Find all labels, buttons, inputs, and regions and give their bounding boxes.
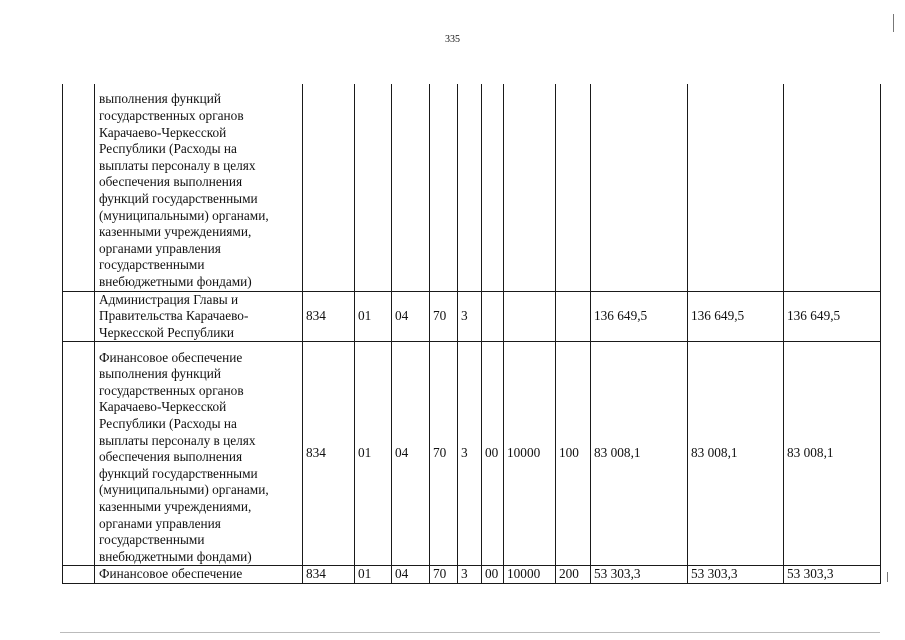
- amount-year-3-cell: 83 008,1: [784, 342, 881, 566]
- description-line: (муниципальными) органами,: [99, 207, 269, 223]
- description-line: обеспечения выполнения: [99, 449, 243, 465]
- amount-year-1-cell: 136 649,5: [591, 291, 688, 342]
- description-line: обеспечения выполнения: [99, 174, 243, 190]
- table-row: [63, 566, 881, 584]
- description-line: государственными: [99, 257, 205, 273]
- amount-year-1-cell: 53 303,3: [591, 566, 688, 584]
- description-line: выполнения функций: [99, 366, 221, 382]
- section-code-cell: 01: [355, 566, 392, 584]
- subsection-code-cell: [392, 84, 430, 291]
- amount-year-3-cell: [784, 84, 881, 291]
- description-line: государственных органов: [99, 107, 244, 123]
- amount-year-1-cell: [591, 84, 688, 291]
- amount-year-2-cell: 136 649,5: [688, 291, 784, 342]
- amount-year-1-cell: 83 008,1: [591, 342, 688, 566]
- description-line: органами управления: [99, 240, 221, 256]
- amount-year-2-cell: [688, 84, 784, 291]
- ministry-code-cell: 834: [303, 291, 355, 342]
- description-line: Карачаево-Черкесской: [99, 124, 227, 140]
- description-line: Республики (Расходы на: [99, 415, 237, 431]
- program-code-cell: [430, 84, 458, 291]
- expense-type-code-cell: 200: [556, 566, 591, 584]
- description-line: выполнения функций: [99, 91, 221, 107]
- page-number: 335: [445, 34, 460, 45]
- ministry-code-cell: 834: [303, 342, 355, 566]
- row-index-cell: [63, 291, 95, 342]
- amount-year-2-cell: 83 008,1: [688, 342, 784, 566]
- description-cell: [95, 291, 303, 342]
- description-line: внебюджетными фондами): [99, 273, 252, 289]
- description-line: (муниципальными) органами,: [99, 482, 269, 498]
- ministry-code-cell: [303, 84, 355, 291]
- table-row: [63, 84, 881, 291]
- description-line: Финансовое обеспечение: [99, 566, 243, 582]
- expense-type-code-cell: [556, 84, 591, 291]
- amount-year-2-cell: 53 303,3: [688, 566, 784, 584]
- subprogram-code-cell: 3: [458, 342, 482, 566]
- subprogram-code-cell: 3: [458, 291, 482, 342]
- description-line: Черкесской Республики: [99, 324, 234, 340]
- expense-code-cell: [504, 291, 556, 342]
- expense-code-cell: 10000: [504, 566, 556, 584]
- description-line: функций государственными: [99, 465, 258, 481]
- description-cell: [95, 342, 303, 566]
- table-row: [63, 342, 881, 566]
- description-line: функций государственными: [99, 190, 258, 206]
- section-code-cell: [355, 84, 392, 291]
- description-line: выплаты персоналу в целях: [99, 157, 256, 173]
- expense-code-cell: [504, 84, 556, 291]
- ministry-code-cell: 834: [303, 566, 355, 584]
- description-line: Администрация Главы и: [99, 291, 239, 307]
- description-line: Республики (Расходы на: [99, 141, 237, 157]
- description-line: органами управления: [99, 515, 221, 531]
- description-line: Правительства Карачаево-: [99, 308, 249, 324]
- direction-code-cell: 00: [482, 342, 504, 566]
- description-line: казенными учреждениями,: [99, 498, 252, 514]
- table-row: [63, 291, 881, 342]
- amount-year-3-cell: 136 649,5: [784, 291, 881, 342]
- program-code-cell: 70: [430, 342, 458, 566]
- subsection-code-cell: 04: [392, 566, 430, 584]
- description-line: казенными учреждениями,: [99, 224, 252, 240]
- description-line: Финансовое обеспечение: [99, 349, 243, 365]
- description-line: государственных органов: [99, 382, 244, 398]
- subsection-code-cell: 04: [392, 342, 430, 566]
- scan-mark: [60, 632, 880, 633]
- amount-year-3-cell: 53 303,3: [784, 566, 881, 584]
- expense-type-code-cell: [556, 291, 591, 342]
- description-cell: [95, 84, 303, 291]
- subsection-code-cell: 04: [392, 291, 430, 342]
- description-line: внебюджетными фондами): [99, 548, 252, 564]
- row-index-cell: [63, 342, 95, 566]
- section-code-cell: 01: [355, 342, 392, 566]
- description-cell: [95, 566, 303, 584]
- direction-code-cell: [482, 84, 504, 291]
- subprogram-code-cell: 3: [458, 566, 482, 584]
- section-code-cell: 01: [355, 291, 392, 342]
- direction-code-cell: [482, 291, 504, 342]
- description-line: Карачаево-Черкесской: [99, 399, 227, 415]
- description-line: государственными: [99, 532, 205, 548]
- subprogram-code-cell: [458, 84, 482, 291]
- scan-mark: [887, 572, 888, 582]
- program-code-cell: 70: [430, 291, 458, 342]
- row-index-cell: [63, 84, 95, 291]
- program-code-cell: 70: [430, 566, 458, 584]
- budget-table: [62, 84, 881, 584]
- direction-code-cell: 00: [482, 566, 504, 584]
- row-index-cell: [63, 566, 95, 584]
- description-line: выплаты персоналу в целях: [99, 432, 256, 448]
- expense-type-code-cell: 100: [556, 342, 591, 566]
- scan-mark: [893, 14, 894, 32]
- expense-code-cell: 10000: [504, 342, 556, 566]
